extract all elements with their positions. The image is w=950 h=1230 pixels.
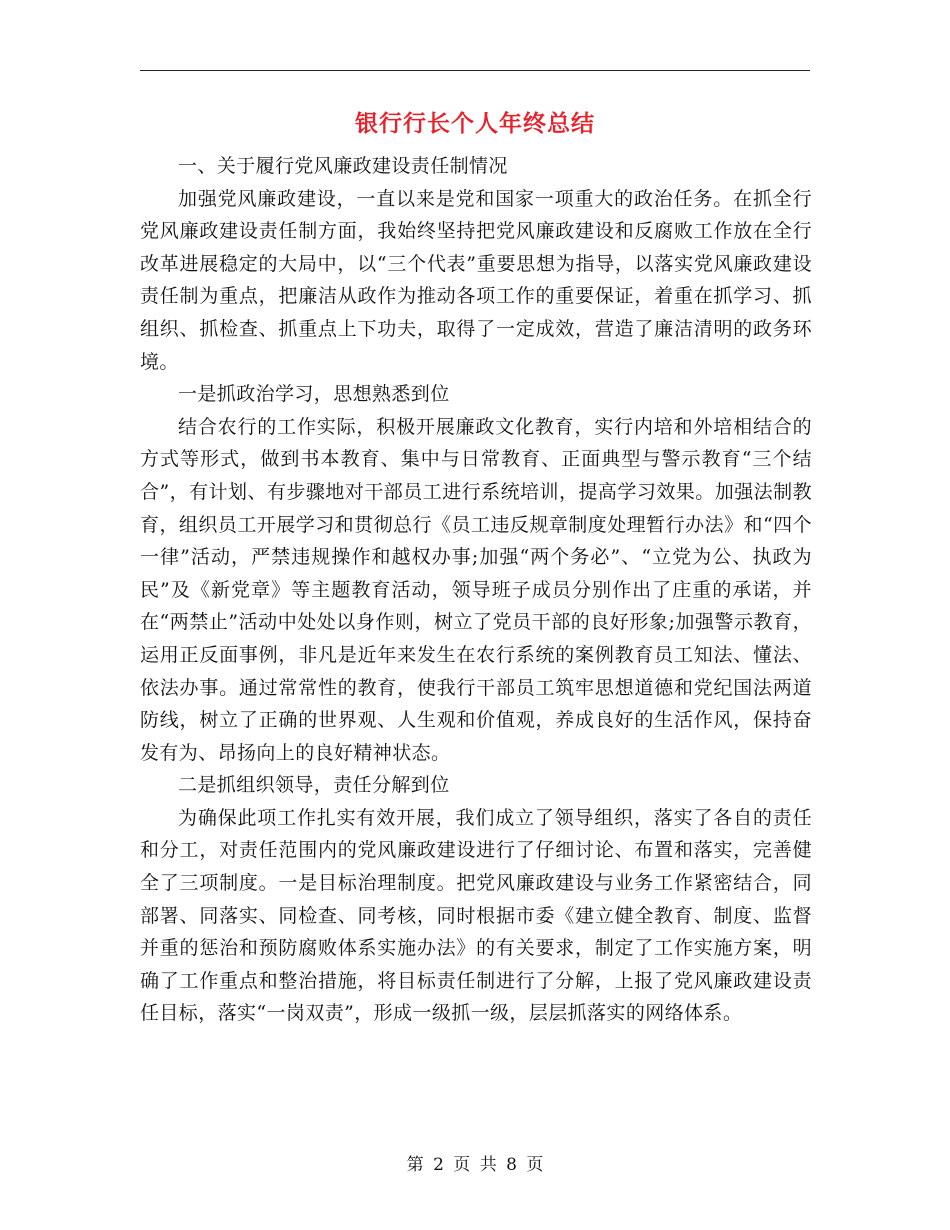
document-title: 银行行长个人年终总结	[355, 110, 595, 137]
body-paragraph: 加强党风廉政建设，一直以来是党和国家一项重大的政治任务。在抓全行党风廉政建设责任制方面，我始终坚持把党风廉政建设和反腐败工作放在全行改革进展稳定的大局中，以“三个代表”重要思想为指导，以落实党风廉政建设责任制为重点，把廉洁从政作为推动各项工作的重要保证，着重在抓学习、抓组织、抓检查、抓重点上下功夫，取得了一定成效，营造了廉洁清明的政务环境。	[140, 187, 812, 373]
section-heading: 一、关于履行党风廉政建设责任制情况	[178, 155, 508, 177]
page-number: 第 2 页 共 8 页	[406, 1155, 544, 1175]
body-paragraph: 结合农行的工作实际，积极开展廉政文化教育，实行内培和外培相结合的方式等形式，做到书本教育、集中与日常教育、正面典型与警示教育“三个结合”，有计划、有步骤地对干部员工进行系统培训，提高学习效果。加强法制教育，组织员工开展学习和贯彻总行《员工违反规章制度处理暂行办法》和“四个一律”活动，严禁违规操作和越权办事;加强“两个务必”、“立党为公、执政为民”及《新党章》等主题教育活动，领导班子成员分别作出了庄重的承诺，并在“两禁止”活动中处处以身作则，树立了党员干部的良好形象;加强警示教育，运用正反面事例，非凡是近年来发生在农行系统的案例教育员工知法、懂法、依法办事。通过常常性的教育，使我行干部员工筑牢思想道德和党纪国法两道防线，树立了正确的世界观、人生观和价值观，养成良好的生活作风，保持奋发有为、昂扬向上的良好精神状态。	[140, 415, 812, 764]
subsection-heading: 一是抓政治学习，思想熟悉到位	[178, 383, 450, 406]
header-rule	[140, 70, 810, 71]
document-body	[140, 150, 812, 1030]
body-paragraph: 为确保此项工作扎实有效开展，我们成立了领导组织，落实了各自的责任和分工，对责任范围内的党风廉政建设进行了仔细讨论、布置和落实，完善健全了三项制度。一是目标治理制度。把党风廉政建设与业务工作紧密结合，同部署、同落实、同检查、同考核，同时根据市委《建立健全教育、制度、监督并重的惩治和预防腐败体系实施办法》的有关要求，制定了工作实施方案，明确了工作重点和整治措施，将目标责任制进行了分解，上报了党风廉政建设责任目标，落实“一岗双责”，形成一级抓一级，层层抓落实的网络体系。	[140, 806, 812, 1025]
subsection-heading: 二是抓组织领导，责任分解到位	[178, 774, 450, 797]
